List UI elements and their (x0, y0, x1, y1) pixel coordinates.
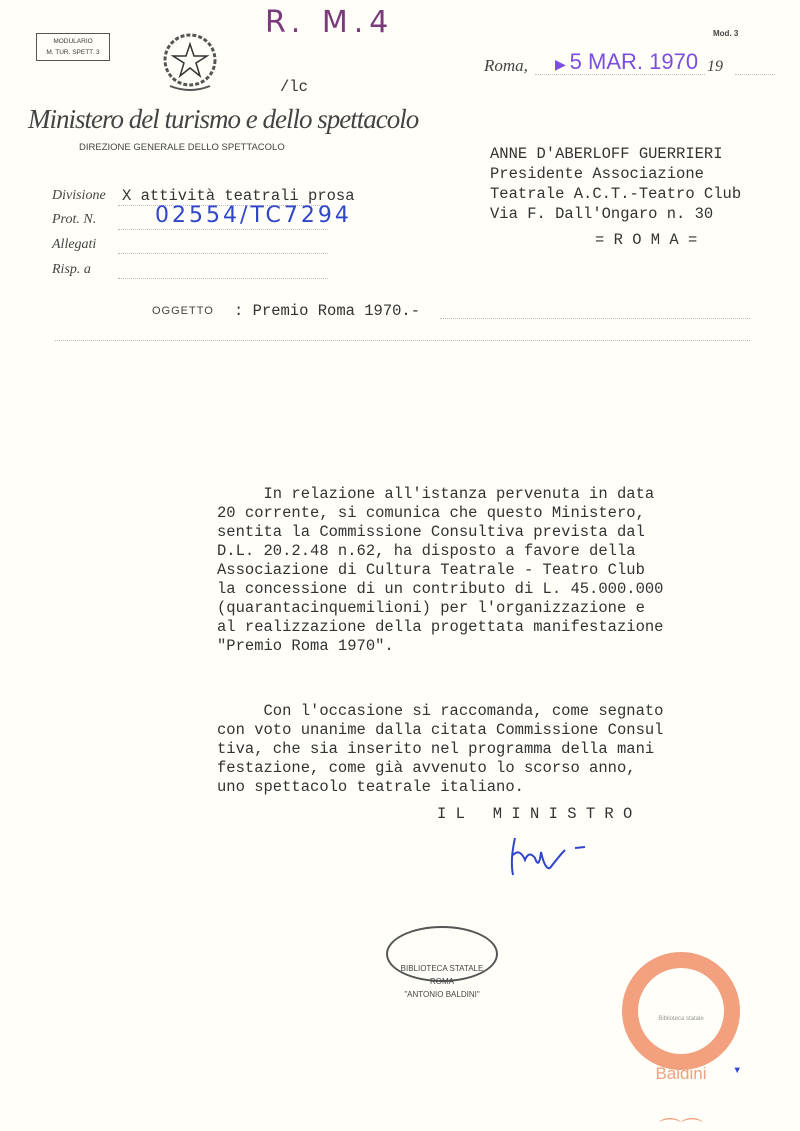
baldini-library-logo: Biblioteca statale Baldini ⌒⌒ (622, 952, 740, 1070)
place-label: Roma, (484, 56, 528, 75)
signature (505, 830, 600, 880)
divisione-value: X attività teatrali prosa (122, 187, 355, 205)
recipient-address: ANNE D'ABERLOFF GUERRIERI Presidente Associazione Teatrale A.C.T.-Teatro Club Via F. Dall'Ongaro n. 30 = R O M A = (490, 145, 742, 249)
ministry-name: Ministero del turismo e dello spettacolo (28, 104, 419, 134)
reference-suffix: /lc (280, 78, 308, 96)
divisione-label: Divisione (52, 188, 106, 203)
library-stamp: BIBLIOTECA STATALE ROMA "ANTONIO BALDINI" (386, 926, 498, 982)
model-label: Mod. 3 (713, 29, 739, 38)
emblem-icon (160, 30, 220, 94)
subject-value: : Premio Roma 1970.- (234, 302, 421, 320)
prot-label: Prot. N. (52, 212, 97, 227)
date-stamp: ▶ 5 MAR. 1970 (555, 49, 699, 74)
allegati-label: Allegati (52, 237, 97, 252)
form-code-box: MODULARIO M. TUR. SPETT. 3 (36, 33, 110, 61)
subject-label: OGGETTO (152, 305, 214, 317)
handwritten-reference: R. M.4 (265, 5, 395, 40)
risp-label: Risp. a (52, 262, 91, 277)
year-prefix: 19 (707, 58, 723, 75)
direction-name: DIREZIONE GENERALE DELLO SPETTACOLO (79, 142, 285, 153)
signatory-title: I L M I N I S T R O (437, 805, 633, 823)
check-mark-icon: ▾ (733, 1063, 742, 1079)
protocol-number: 02554/TC7294 (155, 203, 352, 228)
letter-body: In relazione all'istanza pervenuta in data 20 corrente, si comunica che questo Ministero, sentita la Commissione Consultiva prevista dal D.L. 20.2.48 n.62, ha disposto a favore della Associazione di Cultura Teatrale - Teatro Club la concessione di un contributo di L. 45.000.000 (quarantacinquemilioni) per l'organizzazione e al realizzazione della progettata manifestazione "Premio Roma 1970". Con l'occasione si raccomanda, come segnato con voto unanime dalla citata Commissione Consul tiva, che sia inserito nel programma della mani festazione, come già avvenuto lo scorso anno, uno spettacolo teatrale italiano. (217, 485, 664, 796)
